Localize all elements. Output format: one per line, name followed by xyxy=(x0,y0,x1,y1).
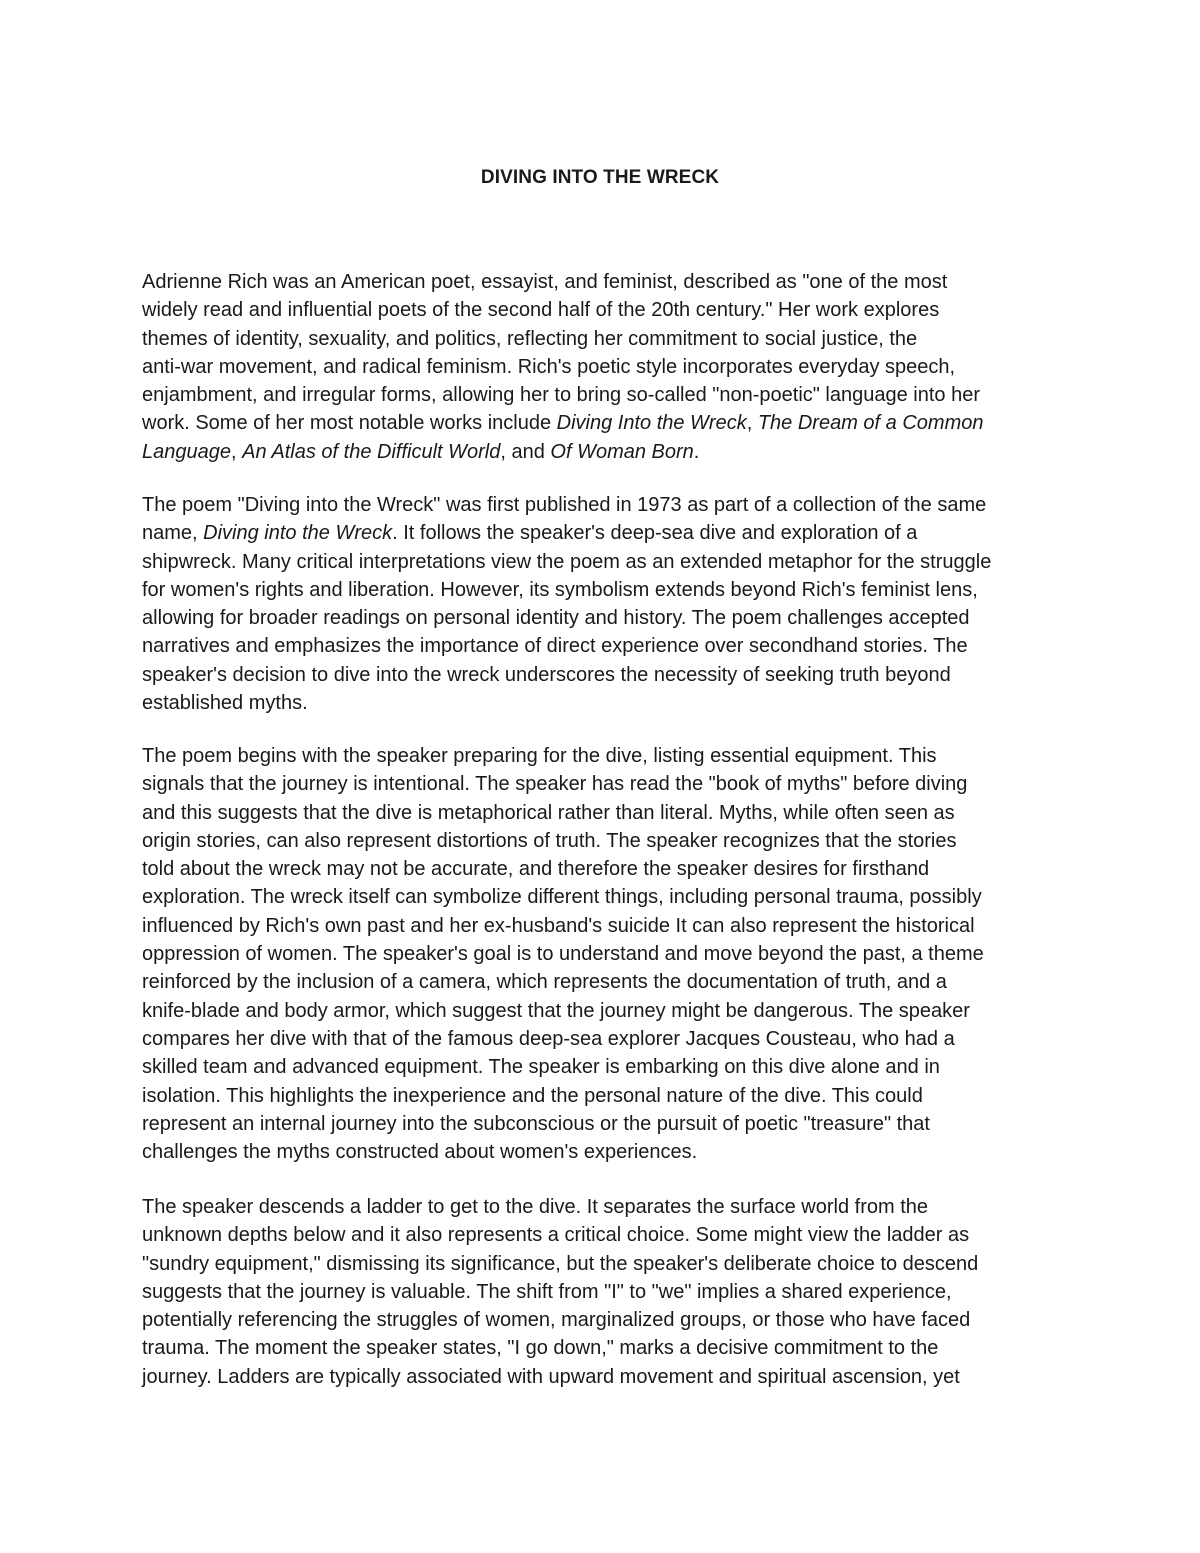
italic-title-text: Language xyxy=(142,440,231,463)
text-line xyxy=(142,1025,1072,1053)
text-line xyxy=(142,1363,1072,1391)
paragraph-3 xyxy=(142,742,1072,1166)
text-line xyxy=(142,353,1072,381)
text-run: . xyxy=(693,440,700,463)
text-line xyxy=(142,689,1072,717)
text-line xyxy=(142,491,1072,519)
text-run: oppression of women. The speaker's goal is to understand and move beyond the past, a theme xyxy=(142,943,984,966)
text-run: shipwreck. Many critical interpretations view the poem as an extended metaphor for the struggle xyxy=(142,550,992,573)
text-line xyxy=(142,296,1072,324)
text-run: for women's rights and liberation. However, its symbolism extends beyond Rich's feminist lens, xyxy=(142,578,978,601)
italic-title-text: Diving into the Wreck xyxy=(203,522,393,545)
text-run: . It follows the speaker's deep-sea dive and exploration of a xyxy=(392,522,918,545)
text-line xyxy=(142,1250,1072,1278)
italic-title-text: The Dream of a Common xyxy=(757,412,984,435)
text-run: potentially referencing the struggles of women, marginalized groups, or those who have faced xyxy=(142,1309,971,1332)
text-line xyxy=(142,604,1072,632)
text-run: "sundry equipment," dismissing its significance, but the speaker's deliberate choice to descend xyxy=(142,1252,979,1275)
text-run: anti-war movement, and radical feminism. Rich's poetic style incorporates everyday speech, xyxy=(142,355,956,378)
text-line xyxy=(142,770,1072,798)
text-run: suggests that the journey is valuable. The shift from "I" to "we" implies a shared experience, xyxy=(142,1280,952,1303)
text-line xyxy=(142,855,1072,883)
text-run: journey. Ladders are typically associated with upward movement and spiritual ascension, yet xyxy=(142,1365,960,1388)
text-run: knife-blade and body armor, which suggest that the journey might be dangerous. The speaker xyxy=(142,999,970,1022)
text-line xyxy=(142,1110,1072,1138)
text-line xyxy=(142,576,1072,604)
text-run: origin stories, can also represent distortions of truth. The speaker recognizes that the stories xyxy=(142,829,957,852)
text-run: exploration. The wreck itself can symbolize different things, including personal trauma, possibly xyxy=(142,886,982,909)
text-run: told about the wreck may not be accurate, and therefore the speaker desires for firsthand xyxy=(142,858,930,881)
text-line xyxy=(142,1221,1072,1249)
text-line xyxy=(142,968,1072,996)
text-line xyxy=(142,997,1072,1025)
text-line xyxy=(142,883,1072,911)
text-run: The speaker descends a ladder to get to the dive. It separates the surface world from the xyxy=(142,1196,928,1218)
text-run: widely read and influential poets of the second half of the 20th century." Her work explores xyxy=(142,299,940,322)
text-run: reinforced by the inclusion of a camera, which represents the documentation of truth, and a xyxy=(142,971,947,994)
text-run: allowing for broader readings on personal identity and history. The poem challenges accepted xyxy=(142,607,970,630)
text-line xyxy=(142,438,1072,466)
text-run: compares her dive with that of the famous deep-sea explorer Jacques Cousteau, who had a xyxy=(142,1027,955,1050)
text-run: trauma. The moment the speaker states, "I go down," marks a decisive commitment to the xyxy=(142,1337,939,1360)
text-line xyxy=(142,1053,1072,1081)
text-line xyxy=(142,661,1072,689)
text-run: , xyxy=(230,440,243,463)
italic-title-text: Of Woman Born xyxy=(550,440,694,463)
text-run: established myths. xyxy=(142,692,308,715)
text-run: The poem "Diving into the Wreck" was first published in 1973 as part of a collection of the same xyxy=(142,494,987,516)
text-run: narratives and emphasizes the importance of direct experience over secondhand stories. The xyxy=(142,635,968,658)
text-line xyxy=(142,381,1072,409)
text-run: name, xyxy=(142,522,204,545)
text-run: isolation. This highlights the inexperience and the personal nature of the dive. This could xyxy=(142,1084,923,1107)
italic-title-text: An Atlas of the Difficult World xyxy=(242,440,501,463)
text-run: challenges the myths constructed about women's experiences. xyxy=(142,1141,698,1164)
text-line xyxy=(142,548,1072,576)
text-run: and this suggests that the dive is metaphorical rather than literal. Myths, while often seen as xyxy=(142,801,955,824)
text-line xyxy=(142,940,1072,968)
text-run: enjambment, and irregular forms, allowing her to bring so-called "non-poetic" language into her xyxy=(142,384,980,407)
text-line xyxy=(142,912,1072,940)
text-run: Adrienne Rich was an American poet, essayist, and feminist, described as "one of the most xyxy=(142,271,948,293)
text-run: unknown depths below and it also represents a critical choice. Some might view the ladder as xyxy=(142,1224,970,1247)
text-run: influenced by Rich's own past and her ex-husband's suicide It can also represent the historical xyxy=(142,914,975,937)
text-run: signals that the journey is intentional. The speaker has read the "book of myths" before diving xyxy=(142,773,968,796)
text-run: The poem begins with the speaker preparing for the dive, listing essential equipment. This xyxy=(142,745,937,767)
text-run: themes of identity, sexuality, and politics, reflecting her commitment to social justice, the xyxy=(142,327,918,350)
paragraph-1 xyxy=(142,268,1072,466)
text-line xyxy=(142,325,1072,353)
text-line xyxy=(142,1138,1072,1166)
text-run: speaker's decision to dive into the wreck underscores the necessity of seeking truth beyond xyxy=(142,663,951,686)
text-line xyxy=(142,827,1072,855)
text-line xyxy=(142,1334,1072,1362)
paragraph-4 xyxy=(142,1193,1072,1391)
text-run: represent an internal journey into the subconscious or the pursuit of poetic "treasure" that xyxy=(142,1112,930,1135)
text-line xyxy=(142,799,1072,827)
text-line xyxy=(142,268,1072,296)
text-run: work. Some of her most notable works include xyxy=(142,412,557,435)
italic-title-text: Diving Into the Wreck xyxy=(556,412,747,435)
text-line xyxy=(142,1082,1072,1110)
text-line xyxy=(142,742,1072,770)
text-line xyxy=(142,519,1072,547)
text-line xyxy=(142,1193,1072,1221)
text-run: skilled team and advanced equipment. The speaker is embarking on this dive alone and in xyxy=(142,1056,940,1079)
paragraph-2 xyxy=(142,491,1072,717)
text-line xyxy=(142,1278,1072,1306)
text-run: , and xyxy=(500,440,551,463)
text-run: , xyxy=(746,412,758,435)
text-line xyxy=(142,632,1072,660)
text-line xyxy=(142,409,1072,437)
text-line xyxy=(142,1306,1072,1334)
document-title: DIVING INTO THE WRECK xyxy=(480,167,720,188)
